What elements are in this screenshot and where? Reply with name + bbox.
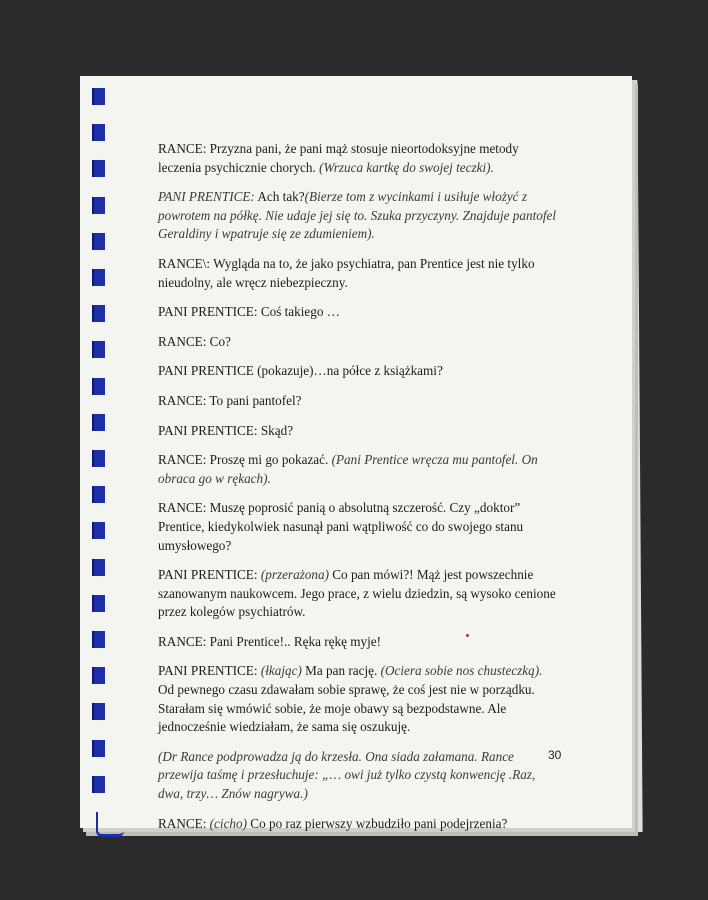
dialogue-text: RANCE\: Wygląda na to, że jako psychiatra, pan Prentice jest nie tylko nieudolny, ale wręcz niebezpieczny. bbox=[158, 255, 535, 290]
dialogue-text: RANCE: Muszę poprosić panią o absolutną szczerość. Czy „doktor” Prentice, kiedykolwiek nasunął pani wątpliwość co do swojego stanu umysłowego? bbox=[158, 500, 524, 553]
script-paragraph bbox=[158, 566, 558, 622]
binding-ring bbox=[92, 414, 105, 431]
dialogue-text: Co pan mówi?! Mąż jest powszechnie szanowanym naukowcem. Jego prace, z wielu dziedzin, są wysoko cenione przez kolegów psychiatrów. bbox=[158, 567, 556, 620]
binding-ring bbox=[92, 667, 105, 684]
binding-ring bbox=[92, 631, 105, 648]
binding-ring bbox=[92, 88, 105, 105]
script-paragraph bbox=[158, 451, 558, 488]
dialogue-text: Co po raz pierwszy wzbudziło pani podejrzenia? bbox=[247, 815, 508, 831]
stage-direction: (przerażona) bbox=[260, 567, 329, 583]
dialogue-text: Od pewnego czasu zdawałam sobie sprawę, że coś jest nie w porządku. Starałam się wmówić sobie, że moje obawy są bezpodstawne. Ale jednocześnie wiedziałam, że sama się oszukuję. bbox=[158, 682, 535, 735]
dialogue-text: PANI PRENTICE: Skąd? bbox=[158, 422, 294, 438]
stage-direction: (łkając) bbox=[260, 663, 302, 679]
script-paragraph bbox=[158, 303, 558, 322]
binding-ring bbox=[92, 160, 105, 177]
dialogue-text: Ach tak? bbox=[254, 189, 305, 205]
dialogue-text: RANCE: To pani pantofel? bbox=[158, 392, 302, 408]
script-paragraph bbox=[158, 815, 558, 834]
dialogue-text: Ma pan rację. bbox=[301, 663, 381, 679]
binding-ring bbox=[92, 559, 105, 576]
dialogue-text: PANI PRENTICE: bbox=[158, 567, 261, 583]
dialogue-text: RANCE: Pani Prentice!.. Ręka rękę myje! bbox=[158, 633, 382, 649]
page-number: 30 bbox=[548, 748, 562, 762]
script-paragraph bbox=[158, 662, 558, 736]
binding-ring bbox=[92, 522, 105, 539]
dialogue-text: RANCE: Przyzna pani, że pani mąż stosuje nieortodoksyjne metody leczenia psychicznie chorych. bbox=[158, 141, 519, 175]
script-paragraph bbox=[158, 140, 558, 177]
script-paragraph bbox=[158, 422, 558, 441]
stage-direction: (Pani Prentice wręcza mu pantofel. On obraca go w rękach). bbox=[158, 452, 538, 486]
binding-ring bbox=[92, 269, 105, 286]
stage-direction: (Dr Rance podprowadza ją do krzesła. Ona siada załamana. Rance przewija taśmę i przesłuchuje: „… owi już tylko czystą konwencję .Raz, dwa, trzy… Znów nagrywa.) bbox=[158, 748, 536, 802]
spiral-binding bbox=[92, 88, 108, 800]
stage-direction: (Bierze tom z wycinkami i usiłuje włożyć z powrotem na półkę. Nie udaje jej się to. Szuka przyczyny. Znajduje pantofel Geraldiny i wpatruje się ze zdumieniem). bbox=[158, 189, 557, 242]
binding-ring bbox=[92, 740, 105, 757]
binding-ring bbox=[92, 233, 105, 250]
binding-ring bbox=[92, 595, 105, 612]
script-paragraph bbox=[158, 362, 558, 381]
ink-speck bbox=[466, 634, 469, 637]
binding-ring bbox=[92, 124, 105, 141]
script-paragraph bbox=[158, 188, 558, 244]
stage-direction: (cicho) bbox=[209, 815, 247, 831]
binding-ring bbox=[92, 341, 105, 358]
script-paragraph bbox=[158, 333, 558, 352]
script-paragraph bbox=[158, 255, 558, 292]
dialogue-text: PANI PRENTICE: bbox=[158, 663, 261, 679]
binding-clip bbox=[96, 812, 124, 837]
dialogue-text: RANCE: Proszę mi go pokazać. bbox=[158, 452, 332, 468]
stage-direction: (Ociera sobie nos chusteczką). bbox=[380, 663, 543, 679]
binding-ring bbox=[92, 703, 105, 720]
dialogue-text: PANI PRENTICE (pokazuje)…na półce z książkami? bbox=[158, 363, 443, 379]
binding-ring bbox=[92, 378, 105, 395]
binding-ring bbox=[92, 197, 105, 214]
script-paragraph bbox=[158, 392, 558, 411]
dialogue-text: PANI PRENTICE: Coś takiego … bbox=[158, 304, 340, 320]
binding-ring bbox=[92, 486, 105, 503]
script-paragraph bbox=[158, 633, 558, 652]
dialogue-text: RANCE: Co? bbox=[158, 333, 231, 349]
script-paragraph bbox=[158, 748, 558, 804]
script-paragraph bbox=[158, 499, 558, 555]
binding-ring bbox=[92, 305, 105, 322]
script-text bbox=[158, 140, 558, 844]
dialogue-text: RANCE: bbox=[158, 815, 210, 831]
binding-ring bbox=[92, 776, 105, 793]
stage-direction: (Wrzuca kartkę do swojej teczki). bbox=[319, 159, 494, 175]
binding-ring bbox=[92, 450, 105, 467]
stage-direction: PANI PRENTICE: bbox=[158, 189, 255, 205]
